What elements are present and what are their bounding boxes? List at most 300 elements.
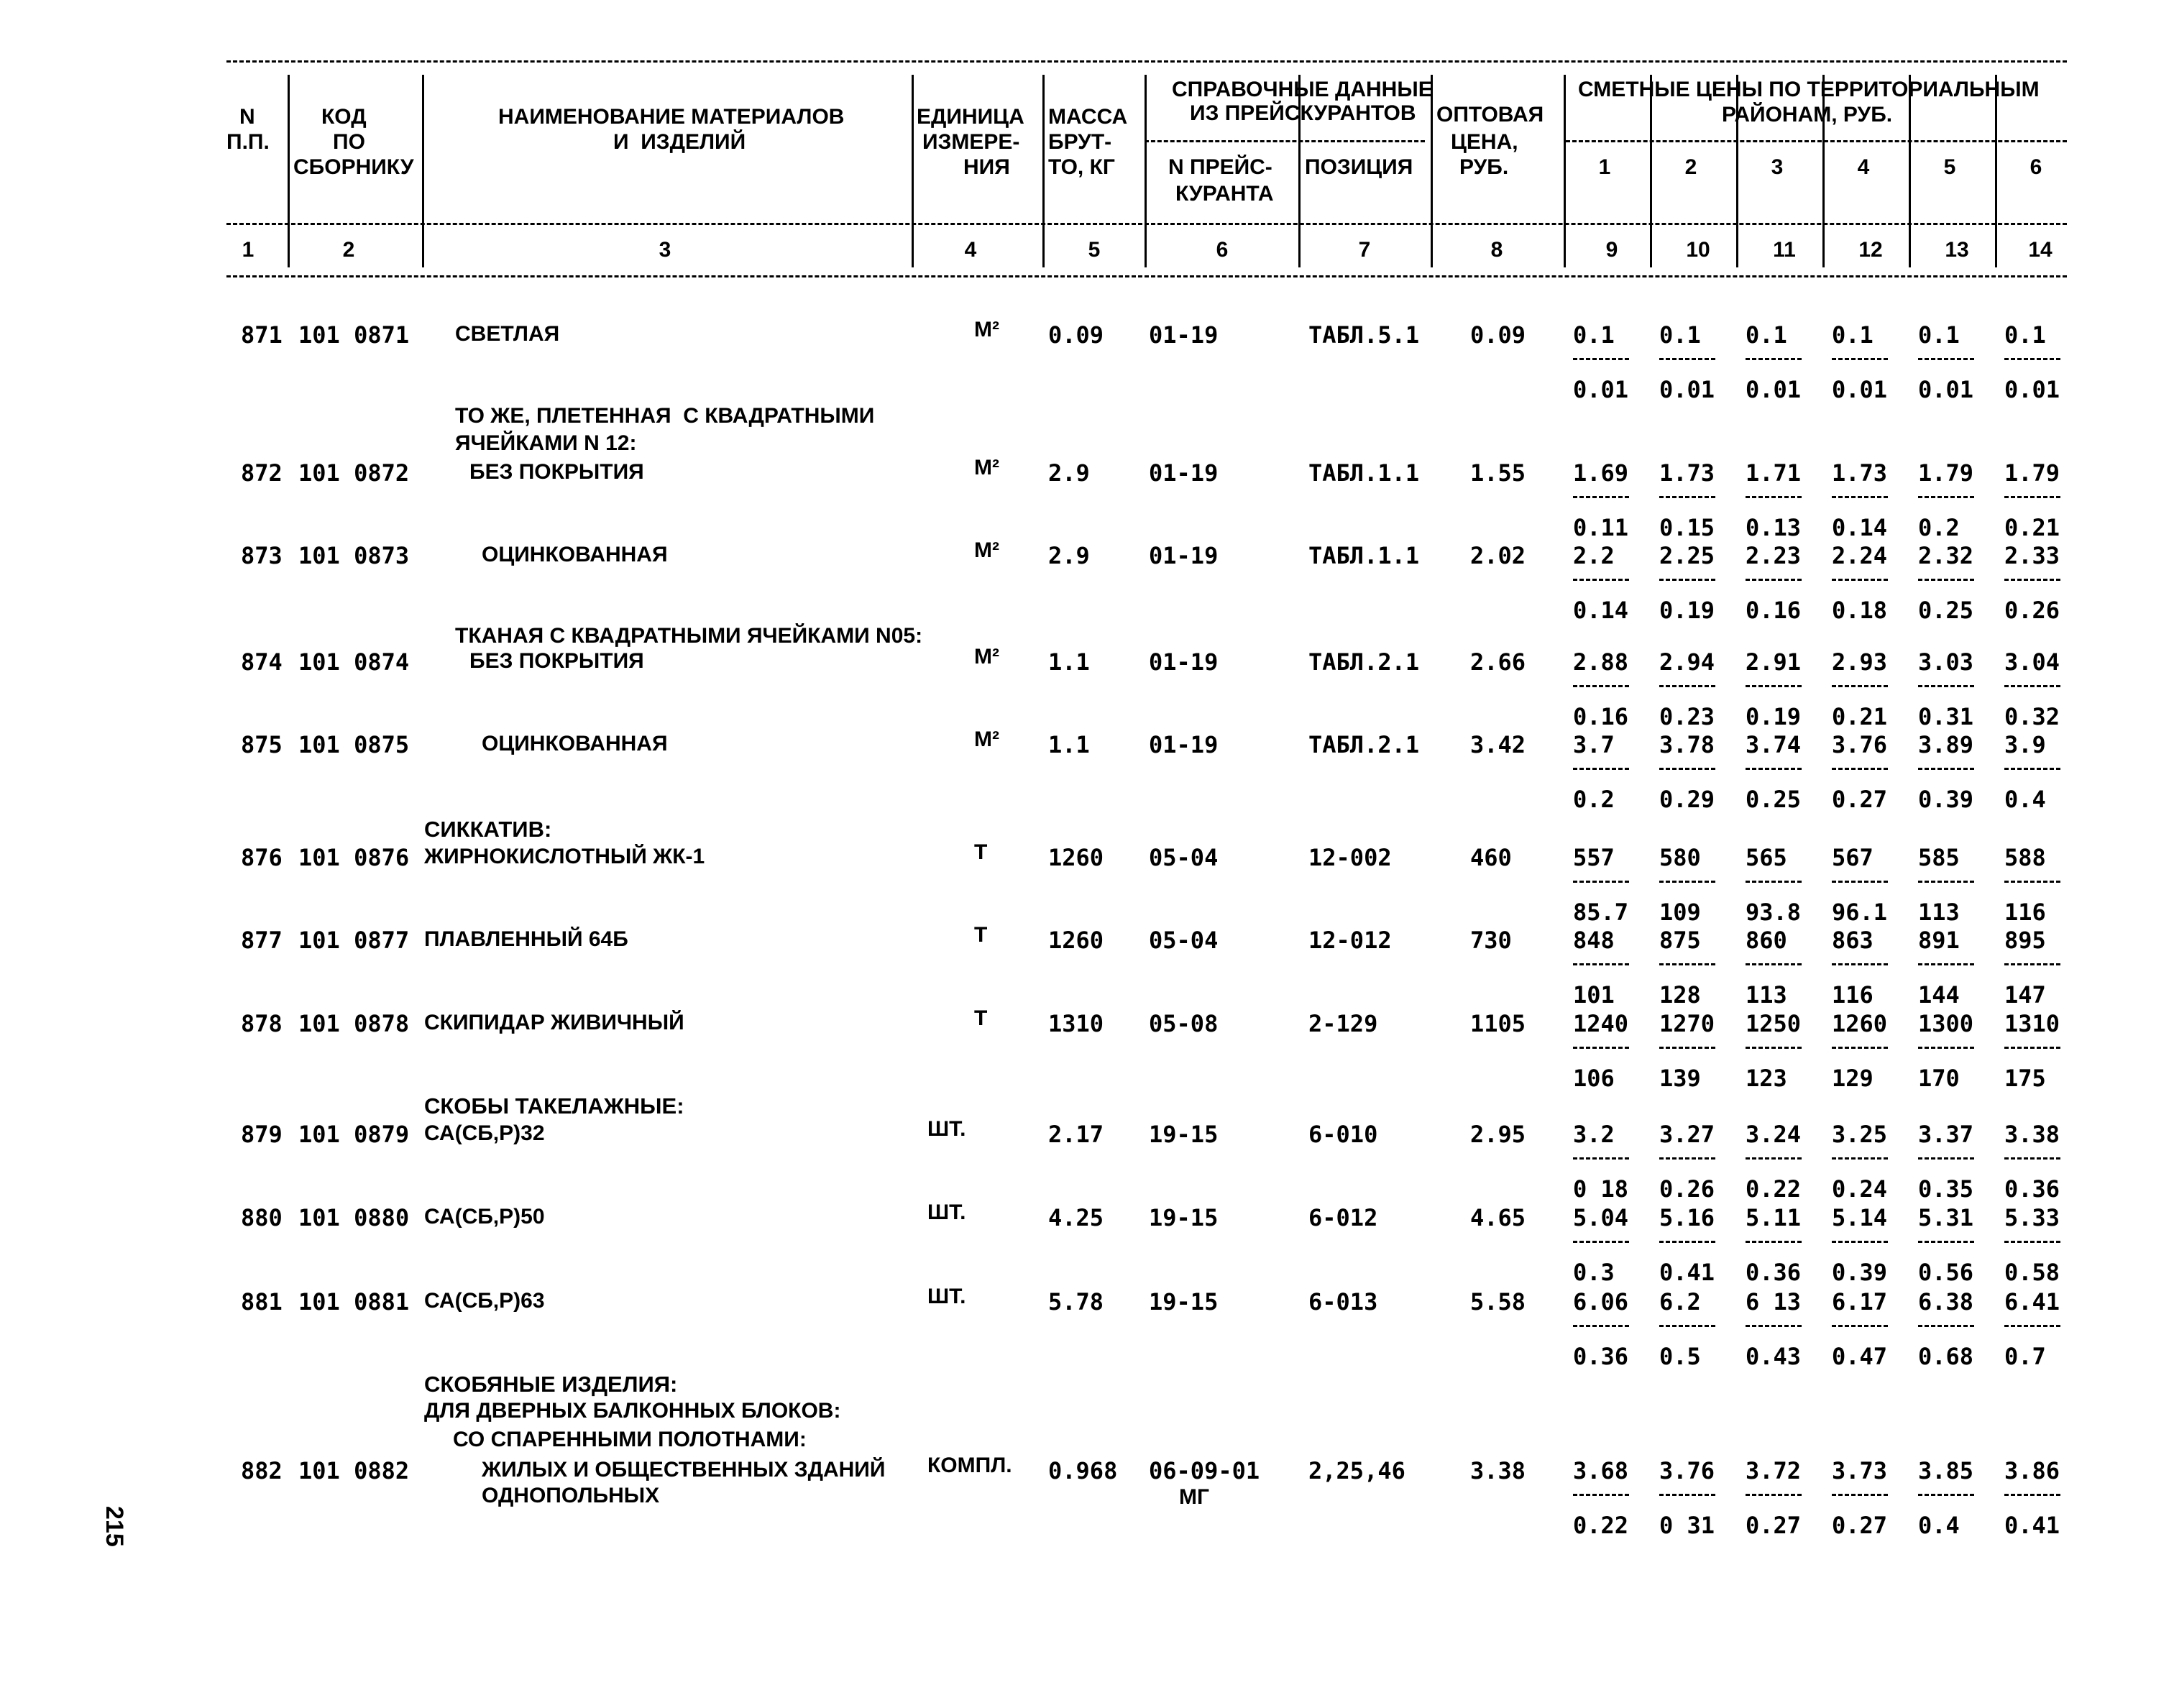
region-price-bottom: 129 (1832, 1065, 1873, 1092)
fraction-bar (1746, 1241, 1802, 1243)
row-number: 873 (241, 542, 283, 569)
region-price-top: 0.1 (2004, 321, 2046, 349)
region-price-bottom: 0.26 (1659, 1175, 1715, 1203)
row-name: ЖИЛЫХ И ОБЩЕСТВЕННЫХ ЗДАНИЙ (482, 1458, 886, 1482)
row-code: 101 0872 (298, 459, 410, 487)
fraction-bar (1659, 358, 1715, 360)
region-price-bottom: 0.21 (2004, 514, 2060, 541)
region-price-top: 1.71 (1746, 459, 1802, 487)
region-price-bottom: 116 (1832, 981, 1873, 1009)
row-name: СА(СБ,Р)50 (424, 1205, 545, 1229)
region-price-bottom: 139 (1659, 1065, 1701, 1092)
header-unit-1: ЕДИНИЦА (917, 105, 1024, 129)
region-price-top: 6.06 (1573, 1288, 1629, 1316)
column-divider (912, 75, 914, 267)
fraction-bar (1918, 1494, 1974, 1496)
region-price-top: 557 (1573, 844, 1615, 871)
region-price-top: 3.89 (1918, 731, 1974, 758)
region-price-bottom: 0.27 (1746, 1512, 1802, 1539)
fraction-bar (1573, 358, 1629, 360)
header-bottom-rule (226, 275, 2067, 277)
region-price-bottom: 0.13 (1746, 514, 1802, 541)
row-code: 101 0878 (298, 1010, 410, 1037)
fraction-bar (2004, 1494, 2060, 1496)
region-price-bottom: 0.01 (2004, 376, 2060, 403)
fraction-bar (1918, 1047, 1974, 1049)
region-price-top: 848 (1573, 927, 1615, 954)
row-pricelist: 05-04 (1149, 844, 1219, 871)
region-price-top: 6.38 (1918, 1288, 1974, 1316)
region-price-bottom: 0.4 (1918, 1512, 1960, 1539)
region-price-top: 1270 (1659, 1010, 1715, 1037)
region-price-top: 2.24 (1832, 542, 1888, 569)
fraction-bar (1832, 1157, 1888, 1160)
header-region-4: 4 (1857, 155, 1870, 179)
region-price-bottom: 0.27 (1832, 1512, 1888, 1539)
row-code: 101 0871 (298, 321, 410, 349)
row-number: 879 (241, 1121, 283, 1148)
region-price-bottom: 0.7 (2004, 1343, 2046, 1370)
row-mass: 2.9 (1048, 542, 1090, 569)
fraction-bar (1746, 963, 1802, 965)
region-price-top: 1.73 (1659, 459, 1715, 487)
column-divider (1650, 75, 1652, 267)
region-price-top: 6.41 (2004, 1288, 2060, 1316)
row-position: ТАБЛ.2.1 (1308, 731, 1420, 758)
row-wholesale-price: 2.66 (1470, 648, 1526, 676)
region-price-top: 1240 (1573, 1010, 1629, 1037)
region-price-bottom: 0.26 (2004, 597, 2060, 624)
region-price-top: 6.17 (1832, 1288, 1888, 1316)
row-unit: Т (974, 840, 988, 864)
region-price-top: 2.32 (1918, 542, 1974, 569)
row-number: 881 (241, 1288, 283, 1316)
header-colnum-12: 12 (1858, 238, 1883, 262)
region-price-top: 2.88 (1573, 648, 1629, 676)
region-price-bottom: 0.29 (1659, 786, 1715, 813)
fraction-bar (1832, 579, 1888, 581)
fraction-bar (1832, 1241, 1888, 1243)
region-price-top: 2.93 (1832, 648, 1888, 676)
fraction-bar (1659, 685, 1715, 687)
region-price-bottom: 0.15 (1659, 514, 1715, 541)
fraction-bar (1746, 579, 1802, 581)
region-price-bottom: 170 (1918, 1065, 1960, 1092)
row-code: 101 0880 (298, 1204, 410, 1231)
fraction-bar (1832, 496, 1888, 498)
header-code-2: ПО (333, 130, 365, 154)
region-price-bottom: 106 (1573, 1065, 1615, 1092)
header-region-5: 5 (1943, 155, 1956, 179)
region-price-top: 5.31 (1918, 1204, 1974, 1231)
region-price-top: 0.1 (1746, 321, 1787, 349)
region-price-top: 0.1 (1659, 321, 1701, 349)
header-npp-1: N (239, 105, 255, 129)
row-mass: 2.17 (1048, 1121, 1104, 1148)
row-mass: 0.09 (1048, 321, 1104, 349)
row-name: СКИПИДАР ЖИВИЧНЫЙ (424, 1011, 684, 1034)
header-code-3: СБОРНИКУ (293, 155, 414, 179)
header-ref-1: СПРАВОЧНЫЕ ДАННЫЕ (1172, 78, 1433, 101)
region-price-bottom: 0.01 (1746, 376, 1802, 403)
region-price-top: 6.2 (1659, 1288, 1701, 1316)
row-position: 6-010 (1308, 1121, 1378, 1148)
fraction-bar (2004, 1157, 2060, 1160)
row-name: ЖИРНОКИСЛОТНЫЙ ЖК-1 (424, 845, 705, 868)
row-position: ТАБЛ.1.1 (1308, 459, 1420, 487)
region-price-bottom: 0.58 (2004, 1259, 2060, 1286)
region-price-top: 5.04 (1573, 1204, 1629, 1231)
region-price-bottom: 0.22 (1746, 1175, 1802, 1203)
fraction-bar (1918, 1157, 1974, 1160)
region-price-top: 3.85 (1918, 1457, 1974, 1484)
header-colnum-13: 13 (1945, 238, 1969, 262)
region-price-bottom: 0.47 (1832, 1343, 1888, 1370)
region-price-bottom: 0.2 (1573, 786, 1615, 813)
region-price-top: 860 (1746, 927, 1787, 954)
header-ref-2: ИЗ ПРЕЙСКУРАНТОВ (1190, 101, 1416, 125)
region-price-top: 895 (2004, 927, 2046, 954)
row-pricelist: 05-08 (1149, 1010, 1219, 1037)
row-wholesale-price: 3.42 (1470, 731, 1526, 758)
row-wholesale-price: 2.95 (1470, 1121, 1526, 1148)
region-price-top: 0.1 (1918, 321, 1960, 349)
row-name: СВЕТЛАЯ (455, 322, 560, 346)
note-woven-cloth: ТКАНАЯ С КВАДРАТНЫМИ ЯЧЕЙКАМИ N05: (455, 624, 923, 648)
row-mass: 1.1 (1048, 731, 1090, 758)
row-mass: 1310 (1048, 1010, 1104, 1037)
region-price-bottom: 0 18 (1573, 1175, 1629, 1203)
region-price-bottom: 116 (2004, 899, 2046, 926)
row-pricelist: 19-15 (1149, 1121, 1219, 1148)
fraction-bar (1832, 1047, 1888, 1049)
row-pricelist: 01-19 (1149, 321, 1219, 349)
fraction-bar (1659, 1494, 1715, 1496)
header-price-1: ОПТОВАЯ (1436, 103, 1544, 127)
fraction-bar (1573, 1157, 1629, 1160)
region-price-bottom: 147 (2004, 981, 2046, 1009)
row-mass: 2.9 (1048, 459, 1090, 487)
fraction-bar (1918, 579, 1974, 581)
row-name: ОЦИНКОВАННАЯ (482, 543, 668, 566)
region-price-bottom: 96.1 (1832, 899, 1888, 926)
fraction-bar (1659, 1325, 1715, 1327)
fraction-bar (1573, 496, 1629, 498)
region-price-top: 1310 (2004, 1010, 2060, 1037)
region-price-bottom: 0.25 (1746, 786, 1802, 813)
fraction-bar (1573, 1325, 1629, 1327)
row-position: ТАБЛ.2.1 (1308, 648, 1420, 676)
fraction-bar (2004, 579, 2060, 581)
region-price-top: 3.76 (1659, 1457, 1715, 1484)
fraction-bar (1918, 1241, 1974, 1243)
row-number: 871 (241, 321, 283, 349)
region-price-top: 2.25 (1659, 542, 1715, 569)
row-position: ТАБЛ.1.1 (1308, 542, 1420, 569)
region-price-top: 5.33 (2004, 1204, 2060, 1231)
row-name-cont: ОДНОПОЛЬНЫХ (482, 1484, 660, 1507)
region-price-bottom: 85.7 (1573, 899, 1629, 926)
header-unit-2: ИЗМЕРЕ- (922, 130, 1020, 154)
header-colnum-8: 8 (1490, 238, 1503, 262)
row-wholesale-price: 2.02 (1470, 542, 1526, 569)
header-price-2: ЦЕНА, (1451, 130, 1518, 154)
row-unit: М² (974, 645, 999, 669)
row-pricelist: 06-09-01 (1149, 1457, 1260, 1484)
fraction-bar (2004, 358, 2060, 360)
region-price-bottom: 0.35 (1918, 1175, 1974, 1203)
region-price-bottom: 0.31 (1918, 703, 1974, 730)
region-price-top: 6 13 (1746, 1288, 1802, 1316)
region-price-bottom: 0.11 (1573, 514, 1629, 541)
region-price-top: 5.16 (1659, 1204, 1715, 1231)
region-price-bottom: 0.16 (1746, 597, 1802, 624)
fraction-bar (1832, 768, 1888, 770)
row-position: 6-013 (1308, 1288, 1378, 1316)
row-code: 101 0874 (298, 648, 410, 676)
region-price-top: 0.1 (1832, 321, 1873, 349)
fraction-bar (1832, 1325, 1888, 1327)
row-code: 101 0875 (298, 731, 410, 758)
region-price-top: 2.23 (1746, 542, 1802, 569)
region-price-top: 0.1 (1573, 321, 1615, 349)
row-number: 880 (241, 1204, 283, 1231)
column-divider (1145, 75, 1147, 267)
region-price-bottom: 0.36 (2004, 1175, 2060, 1203)
header-colnum-11: 11 (1773, 238, 1796, 262)
region-price-bottom: 0.39 (1832, 1259, 1888, 1286)
column-divider (1995, 75, 1997, 267)
row-pricelist: 01-19 (1149, 542, 1219, 569)
region-price-bottom: 0.21 (1832, 703, 1888, 730)
fraction-bar (1746, 1047, 1802, 1049)
header-mass-1: МАССА (1048, 105, 1128, 129)
header-colnum-1: 1 (242, 238, 254, 262)
row-number: 876 (241, 844, 283, 871)
fraction-bar (1832, 881, 1888, 883)
region-price-bottom: 0.39 (1918, 786, 1974, 813)
fraction-bar (1918, 685, 1974, 687)
region-price-top: 2.2 (1573, 542, 1615, 569)
region-price-top: 3.68 (1573, 1457, 1629, 1484)
region-price-top: 3.7 (1573, 731, 1615, 758)
region-price-top: 891 (1918, 927, 1960, 954)
fraction-bar (1832, 685, 1888, 687)
fraction-bar (2004, 496, 2060, 498)
region-price-bottom: 0.16 (1573, 703, 1629, 730)
region-price-top: 1260 (1832, 1010, 1888, 1037)
header-colnum-4: 4 (964, 238, 977, 262)
row-position: 6-012 (1308, 1204, 1378, 1231)
fraction-bar (1659, 1047, 1715, 1049)
row-unit: М² (974, 456, 999, 479)
header-region-3: 3 (1771, 155, 1784, 179)
region-price-bottom: 0.32 (2004, 703, 2060, 730)
column-divider (288, 75, 290, 267)
header-top-rule (226, 60, 2067, 63)
fraction-bar (1746, 685, 1802, 687)
row-unit: Т (974, 923, 988, 947)
row-name: СА(СБ,Р)32 (424, 1121, 545, 1145)
row-mass: 0.968 (1048, 1457, 1118, 1484)
region-price-top: 3.73 (1832, 1457, 1888, 1484)
header-region-6: 6 (2029, 155, 2042, 179)
header-colnum-6: 6 (1216, 238, 1229, 262)
ref-split-rule (1145, 140, 1425, 142)
group-brackets: СКОБЫ ТАКЕЛАЖНЫЕ: (424, 1093, 684, 1119)
region-price-bottom: 175 (2004, 1065, 2046, 1092)
row-position: 12-012 (1308, 927, 1392, 954)
fraction-bar (1918, 963, 1974, 965)
row-wholesale-price: 460 (1470, 844, 1512, 871)
region-price-bottom: 0.4 (2004, 786, 2046, 813)
region-price-top: 3.04 (2004, 648, 2060, 676)
row-wholesale-price: 3.38 (1470, 1457, 1526, 1484)
row-position: 2-129 (1308, 1010, 1378, 1037)
column-divider (1564, 75, 1566, 267)
fraction-bar (1573, 579, 1629, 581)
region-price-top: 1300 (1918, 1010, 1974, 1037)
fraction-bar (1659, 496, 1715, 498)
row-mass: 1.1 (1048, 648, 1090, 676)
region-price-bottom: 0.01 (1918, 376, 1974, 403)
column-divider (1431, 75, 1433, 267)
fraction-bar (2004, 1325, 2060, 1327)
region-price-top: 863 (1832, 927, 1873, 954)
row-number: 872 (241, 459, 283, 487)
region-price-top: 2.91 (1746, 648, 1802, 676)
regions-split-rule (1566, 140, 2067, 142)
header-region-1: 1 (1598, 155, 1611, 179)
row-mass: 4.25 (1048, 1204, 1104, 1231)
row-pricelist: 01-19 (1149, 459, 1219, 487)
region-price-bottom: 0.18 (1832, 597, 1888, 624)
row-code: 101 0877 (298, 927, 410, 954)
group-siccative: СИККАТИВ: (424, 817, 552, 842)
fraction-bar (2004, 685, 2060, 687)
region-price-bottom: 0.24 (1832, 1175, 1888, 1203)
fraction-bar (1573, 881, 1629, 883)
note-same-woven-2: ЯЧЕЙКАМИ N 12: (455, 431, 637, 455)
fraction-bar (2004, 768, 2060, 770)
region-price-bottom: 0.14 (1832, 514, 1888, 541)
fraction-bar (1746, 496, 1802, 498)
fraction-bar (1573, 1241, 1629, 1243)
header-colnum-7: 7 (1358, 238, 1371, 262)
header-region-2: 2 (1684, 155, 1697, 179)
fraction-bar (1746, 1157, 1802, 1160)
header-colnum-3: 3 (659, 238, 671, 262)
region-price-top: 585 (1918, 844, 1960, 871)
region-price-top: 3.74 (1746, 731, 1802, 758)
region-price-top: 3.25 (1832, 1121, 1888, 1148)
region-price-bottom: 113 (1746, 981, 1787, 1009)
header-colnum-10: 10 (1686, 238, 1710, 262)
region-price-bottom: 0.36 (1573, 1343, 1629, 1370)
header-mid-rule (226, 223, 2067, 225)
region-price-top: 1.79 (1918, 459, 1974, 487)
region-price-top: 1.73 (1832, 459, 1888, 487)
row-unit: М² (974, 727, 999, 751)
region-price-top: 1.79 (2004, 459, 2060, 487)
fraction-bar (1573, 1047, 1629, 1049)
fraction-bar (1659, 881, 1715, 883)
region-price-top: 565 (1746, 844, 1787, 871)
column-divider (1909, 75, 1911, 267)
row-number: 875 (241, 731, 283, 758)
row-pricelist: 19-15 (1149, 1288, 1219, 1316)
row-number: 877 (241, 927, 283, 954)
row-mass: 1260 (1048, 927, 1104, 954)
region-price-bottom: 109 (1659, 899, 1701, 926)
region-price-bottom: 0.01 (1659, 376, 1715, 403)
fraction-bar (1832, 358, 1888, 360)
region-price-bottom: 0.3 (1573, 1259, 1615, 1286)
header-mass-3: ТО, КГ (1048, 155, 1115, 179)
region-price-bottom: 0.43 (1746, 1343, 1802, 1370)
row-wholesale-price: 4.65 (1470, 1204, 1526, 1231)
region-price-top: 3.76 (1832, 731, 1888, 758)
region-price-bottom: 0.23 (1659, 703, 1715, 730)
group-hardware: СКОБЯНЫЕ ИЗДЕЛИЯ: (424, 1372, 678, 1397)
region-price-top: 5.14 (1832, 1204, 1888, 1231)
header-regions-1: СМЕТНЫЕ ЦЕНЫ ПО ТЕРРИТОРИАЛЬНЫМ (1578, 78, 2040, 101)
region-price-bottom: 0.19 (1746, 703, 1802, 730)
note-paired: СО СПАРЕННЫМИ ПОЛОТНАМИ: (453, 1428, 807, 1451)
region-price-top: 875 (1659, 927, 1701, 954)
row-wholesale-price: 1.55 (1470, 459, 1526, 487)
fraction-bar (1573, 768, 1629, 770)
region-price-bottom: 0.25 (1918, 597, 1974, 624)
row-code: 101 0881 (298, 1288, 410, 1316)
region-price-bottom: 0.68 (1918, 1343, 1974, 1370)
row-name: БЕЗ ПОКРЫТИЯ (469, 649, 644, 673)
row-pricelist: 19-15 (1149, 1204, 1219, 1231)
fraction-bar (1918, 358, 1974, 360)
region-price-bottom: 93.8 (1746, 899, 1802, 926)
row-wholesale-price: 730 (1470, 927, 1512, 954)
region-price-bottom: 0.5 (1659, 1343, 1701, 1370)
region-price-bottom: 0.27 (1832, 786, 1888, 813)
fraction-bar (2004, 963, 2060, 965)
region-price-top: 2.33 (2004, 542, 2060, 569)
region-price-top: 3.72 (1746, 1457, 1802, 1484)
region-price-top: 3.24 (1746, 1121, 1802, 1148)
row-wholesale-price: 0.09 (1470, 321, 1526, 349)
row-unit: ШТ. (927, 1200, 966, 1224)
row-position: 12-002 (1308, 844, 1392, 871)
header-name-1: НАИМЕНОВАНИЕ МАТЕРИАЛОВ (498, 105, 845, 129)
region-price-top: 3.2 (1573, 1121, 1615, 1148)
fraction-bar (1659, 1241, 1715, 1243)
row-wholesale-price: 1105 (1470, 1010, 1526, 1037)
region-price-bottom: 101 (1573, 981, 1615, 1009)
region-price-bottom: 0.41 (1659, 1259, 1715, 1286)
fraction-bar (1659, 963, 1715, 965)
row-pricelist-cont: МГ (1179, 1485, 1209, 1509)
region-price-top: 567 (1832, 844, 1873, 871)
row-code: 101 0876 (298, 844, 410, 871)
row-unit: ШТ. (927, 1285, 966, 1308)
row-name: СА(СБ,Р)63 (424, 1289, 545, 1313)
column-divider (1042, 75, 1045, 267)
fraction-bar (2004, 1241, 2060, 1243)
region-price-top: 3.27 (1659, 1121, 1715, 1148)
row-unit: М² (974, 538, 999, 562)
region-price-top: 3.86 (2004, 1457, 2060, 1484)
region-price-top: 3.38 (2004, 1121, 2060, 1148)
region-price-bottom: 0 31 (1659, 1512, 1715, 1539)
